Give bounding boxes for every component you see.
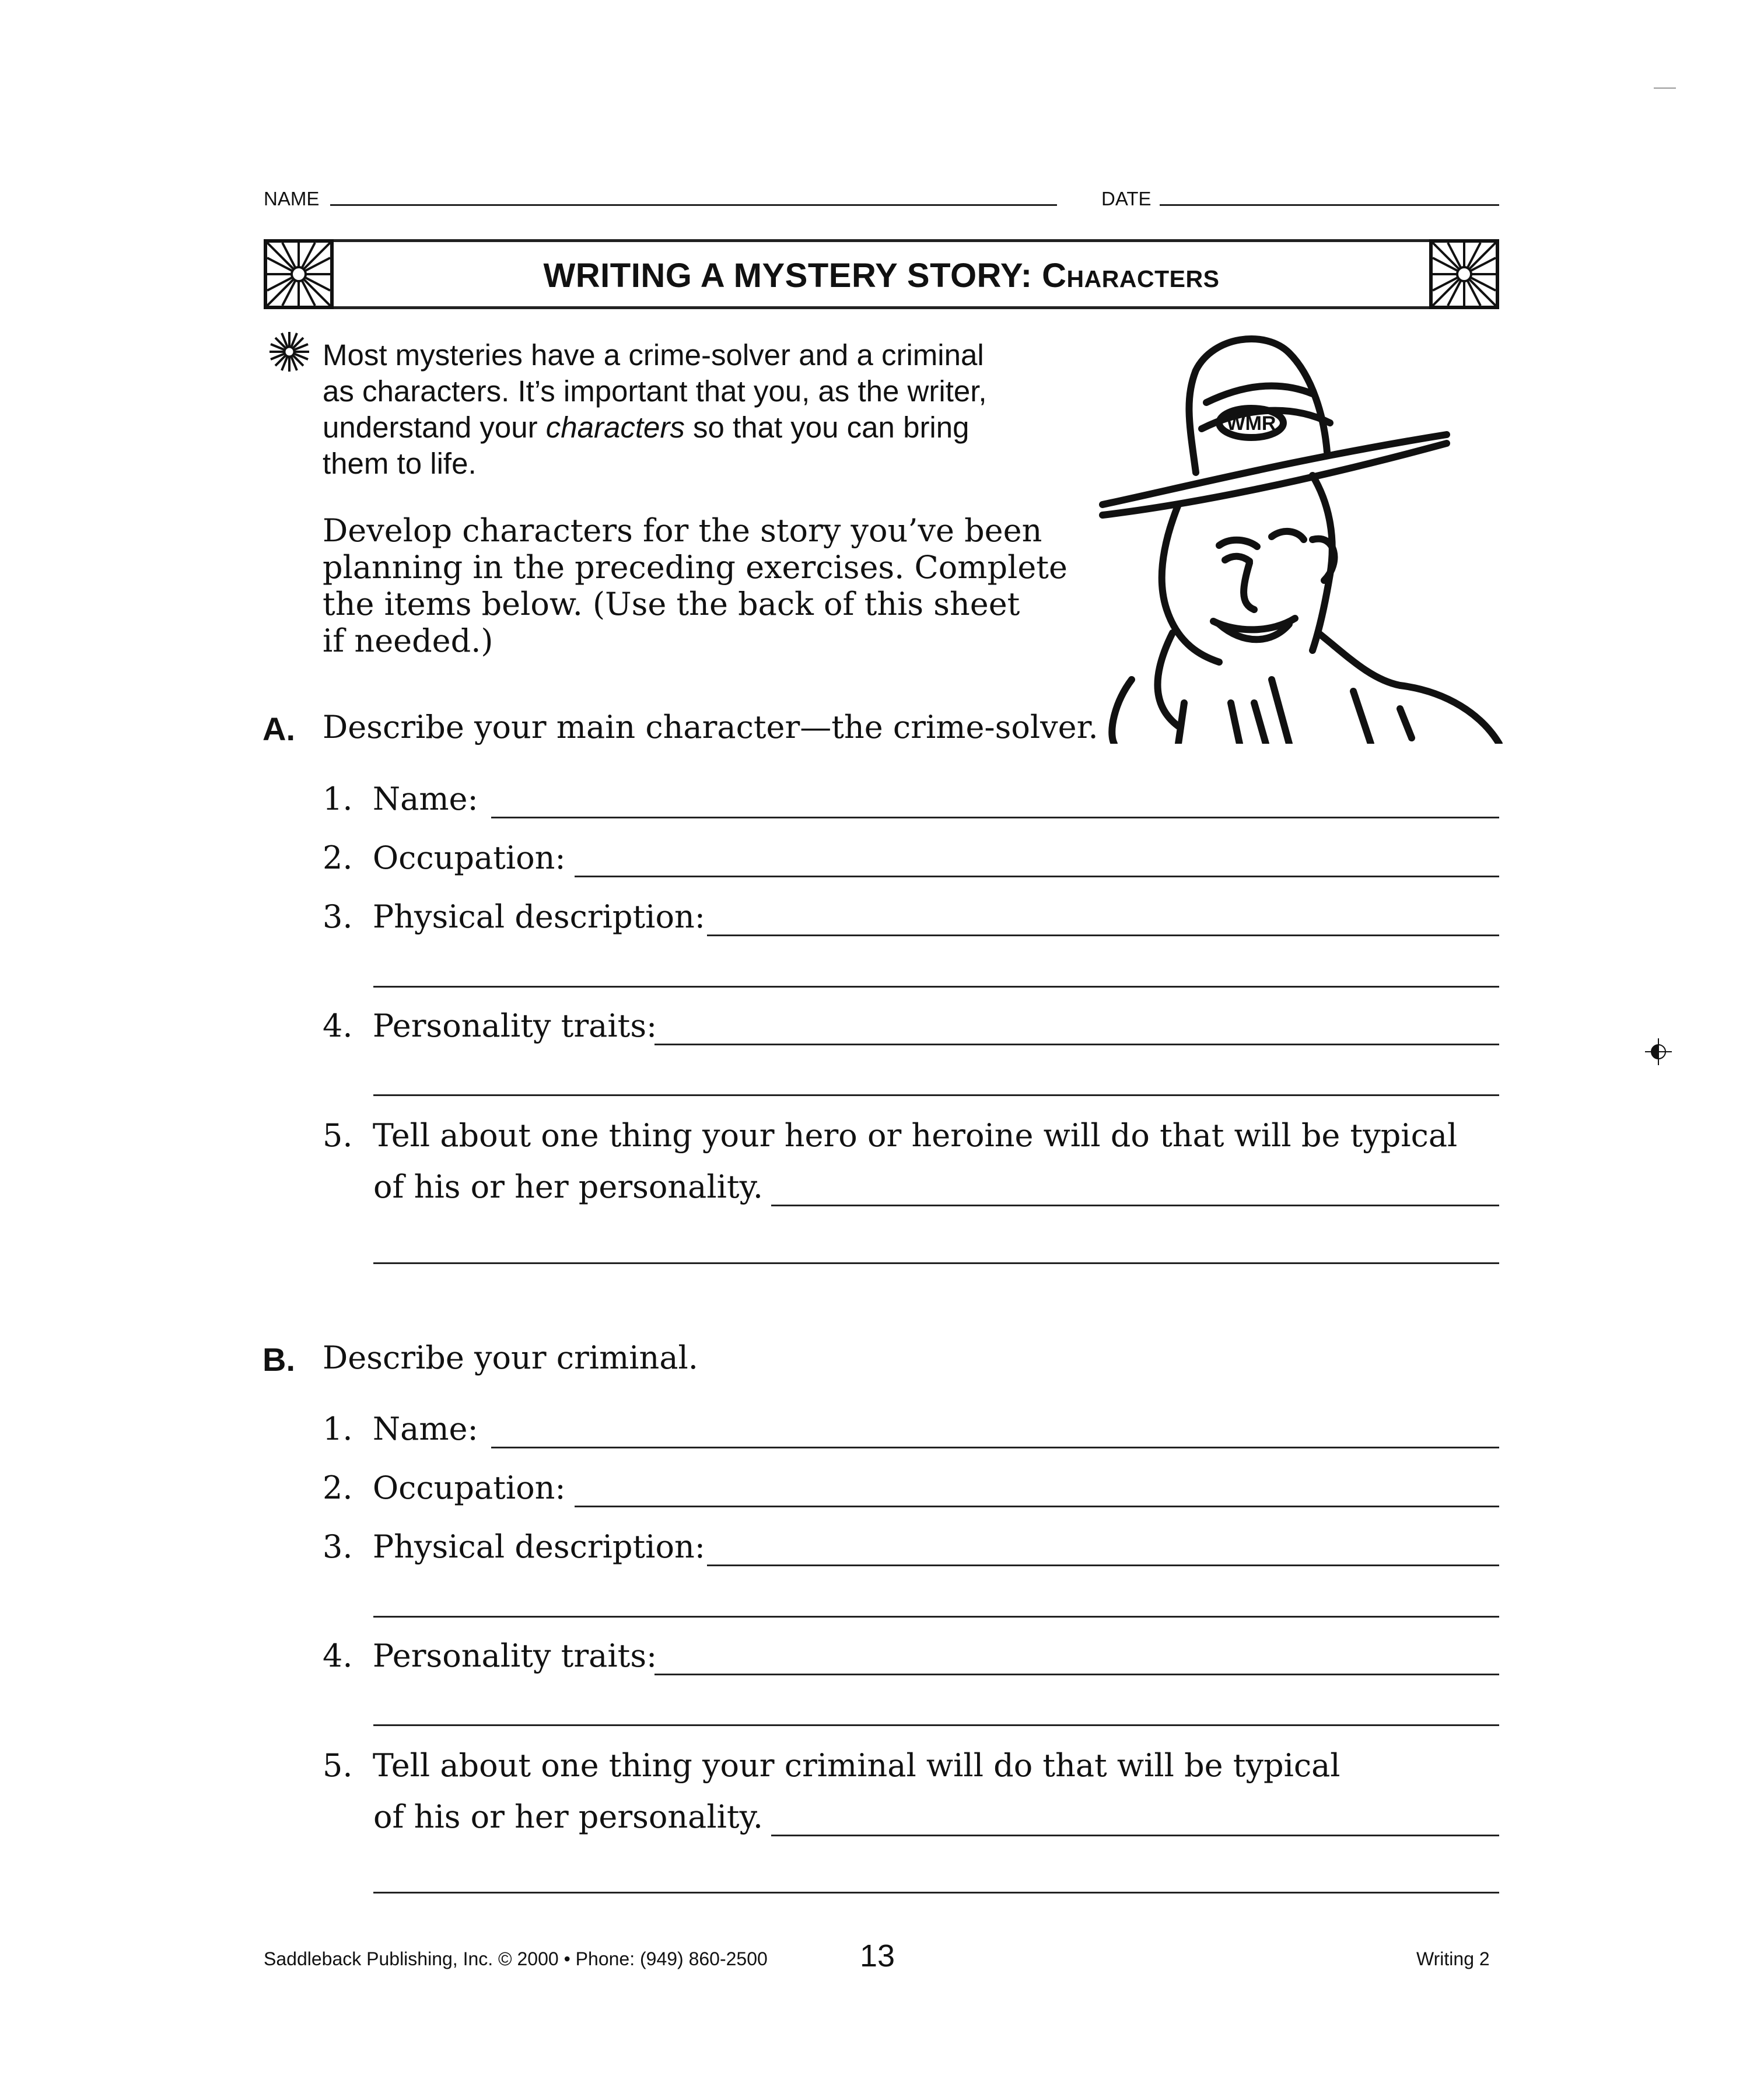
section-b-item-4: 4. Personality traits:: [323, 1637, 657, 1674]
answer-line-b-physical-2[interactable]: [373, 1616, 1499, 1618]
section-b-item-3: 3. Physical description:: [323, 1528, 705, 1565]
intro-line: Most mysteries have a crime-solver and a criminal: [323, 338, 984, 372]
intro-line: them to life.: [323, 447, 477, 480]
sparkle-bullet-icon: [267, 330, 312, 374]
answer-line-a-personality[interactable]: [654, 1044, 1499, 1045]
ranger-illustration: [1097, 330, 1505, 744]
intro-line: Develop characters for the story you’ve been: [323, 512, 1042, 549]
intro-line: planning in the preceding exercises. Complete: [323, 549, 1068, 586]
answer-line-a-typical-2[interactable]: [373, 1262, 1499, 1264]
starburst-icon: [1429, 239, 1499, 309]
section-a-item-4: 4. Personality traits:: [323, 1007, 657, 1044]
intro-paragraph-1: [323, 337, 1081, 482]
page-number: 13: [860, 1938, 895, 1973]
intro-text: so that you can bring: [684, 411, 970, 444]
section-b-item-5-cont: of his or her personality.: [373, 1798, 764, 1835]
section-a-item-5: 5. Tell about one thing your hero or heroine will do that will be typical: [323, 1117, 1458, 1154]
intro-text: understand your: [323, 411, 546, 444]
intro-line: the items below. (Use the back of this sheet: [323, 586, 1020, 622]
answer-line-a-occupation[interactable]: [575, 876, 1499, 877]
intro-paragraph-2: [323, 512, 1081, 659]
answer-line-b-name[interactable]: [491, 1447, 1499, 1448]
section-b-prompt: Describe your criminal.: [323, 1339, 698, 1376]
answer-line-b-personality[interactable]: [654, 1674, 1499, 1675]
page-title: [267, 256, 1496, 295]
intro-line: as characters. It’s important that you, as the writer,: [323, 374, 987, 408]
page-title-main: WRITING A MYSTERY STORY:: [543, 257, 1032, 295]
intro-line: [323, 410, 1081, 446]
section-b-item-5: 5. Tell about one thing your criminal will do that will be typical: [323, 1747, 1340, 1784]
section-b-item-1: 1. Name:: [323, 1410, 478, 1447]
title-banner: [264, 239, 1499, 309]
footer-series: Writing 2: [1416, 1948, 1490, 1969]
section-a-item-1: 1. Name:: [323, 780, 478, 817]
intro-line: if needed.): [323, 622, 494, 659]
page-title-sub: Characters: [1042, 257, 1220, 295]
footer-publisher: Saddleback Publishing, Inc. © 2000 • Phone: (949) 860-2500: [264, 1948, 768, 1969]
name-field[interactable]: [330, 204, 1057, 206]
section-a-prompt: Describe your main character—the crime-solver.: [323, 709, 1098, 746]
answer-line-a-physical-2[interactable]: [373, 986, 1499, 988]
section-b-item-2: 2. Occupation:: [323, 1469, 566, 1506]
section-b-letter: B.: [262, 1341, 295, 1378]
section-a-item-3: 3. Physical description:: [323, 898, 705, 935]
section-a-item-2: 2. Occupation:: [323, 839, 566, 876]
section-a-letter: A.: [262, 710, 295, 747]
name-label: NAME: [264, 188, 320, 209]
answer-line-b-typical[interactable]: [771, 1835, 1499, 1836]
section-a-item-5-cont: of his or her personality.: [373, 1168, 764, 1205]
answer-line-a-personality-2[interactable]: [373, 1094, 1499, 1096]
registration-mark-icon: [1645, 1038, 1672, 1065]
date-field[interactable]: [1160, 204, 1499, 206]
answer-line-b-typical-2[interactable]: [373, 1892, 1499, 1894]
crop-mark: [1654, 88, 1676, 89]
date-label: DATE: [1101, 188, 1152, 209]
answer-line-b-occupation[interactable]: [575, 1506, 1499, 1507]
answer-line-a-typical[interactable]: [771, 1205, 1499, 1206]
answer-line-a-physical[interactable]: [707, 935, 1499, 936]
hat-badge-text: WMR: [1226, 412, 1276, 435]
answer-line-a-name[interactable]: [491, 817, 1499, 818]
starburst-icon: [264, 239, 334, 309]
answer-line-b-physical[interactable]: [707, 1564, 1499, 1566]
answer-line-b-personality-2[interactable]: [373, 1724, 1499, 1726]
intro-emphasis: characters: [545, 411, 685, 444]
